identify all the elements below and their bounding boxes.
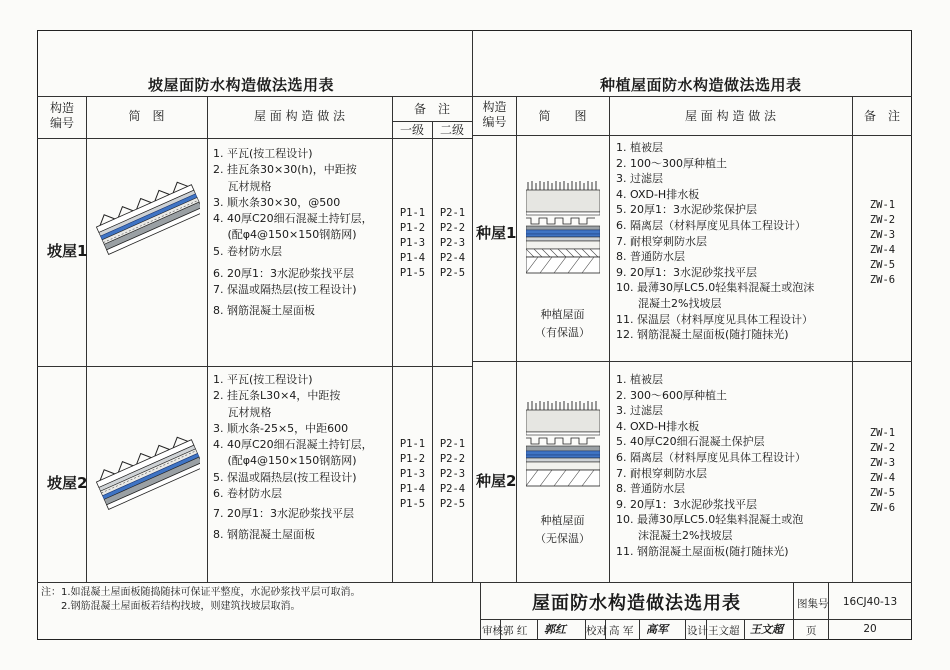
left-col-line-1 [86, 96, 87, 582]
row-steps-zhong1: 1. 植被层 2. 100～300厚种植土 3. 过滤层 4. OXD-H排水板 5. 20厚1：3水泥砂浆保护层 6. 隔离层（材料厚度见具体工程设计） 7. 耐根穿刺防水层 8. 普通防水层 9. 20厚1：3水泥砂浆找平层 10. 最薄30厚LC5.0轻集料混凝土或泡沫 混凝土2%找坡层 11. 保温层（材料厚度见具体工程设计） 12. 钢筋混凝土屋面板(随打随抹光) [616, 141, 815, 342]
title-block-title: 屋面防水构造做法选用表 [532, 593, 741, 614]
roof-section-diagram-1 [96, 175, 200, 255]
row-level1-po2: P1-1 P1-2 P1-3 P1-4 P1-5 [399, 438, 426, 510]
left-header-code: 构造 编号 [49, 101, 74, 130]
designer-name: 王文超 [708, 625, 740, 637]
row-code-zhong1: 种屋1 [476, 224, 517, 242]
proofreader-signature: 高军 [646, 623, 668, 636]
green-roof-diagram-1 [526, 180, 600, 292]
right-header-diagram: 简 图 [538, 109, 587, 123]
row-level2-po2: P2-1 P2-2 P2-3 P2-4 P2-5 [439, 438, 466, 510]
right-table-title: 种植屋面防水构造做法选用表 [600, 76, 802, 94]
row-steps-po2: 1. 平瓦(按工程设计) 2. 挂瓦条L30×4，中距按 瓦材规格 3. 顺水条-25×5，中距600 4. 40厚C20细石混凝土持钉层， (配φ4@150×150钢筋网) 5. 保温或隔热层(按工程设计) 6. 卷材防水层 7. 20厚1：3水泥砂浆找平层 8. 钢筋混凝土屋面板 [213, 373, 373, 541]
row-level2-po1: P2-1 P2-2 P2-3 P2-4 P2-5 [439, 207, 466, 279]
left-header-bottom-line [37, 138, 472, 139]
row-level1-po1: P1-1 P1-2 P1-3 P1-4 P1-5 [399, 207, 426, 279]
reviewer-name: 郭 红 [503, 625, 528, 637]
caption-zhong1: 种植屋面 （有保温） [535, 308, 590, 339]
left-header-diagram: 简 图 [128, 109, 165, 123]
row-remarks-zhong2: ZW-1 ZW-2 ZW-3 ZW-4 ZW-5 ZW-6 [869, 427, 896, 514]
page-number: 20 [863, 623, 877, 635]
left-col-line-2 [207, 96, 208, 582]
tb-line-atlas [793, 582, 794, 640]
left-header-level2: 二级 [439, 123, 464, 137]
left-table-title: 坡屋面防水构造做法选用表 [148, 76, 335, 94]
review-label: 审核 [482, 625, 503, 637]
title-block-mid-line [480, 619, 912, 620]
right-header-code: 构造 编号 [482, 100, 507, 129]
proof-label: 校对 [586, 625, 607, 637]
row-remarks-zhong1: ZW-1 ZW-2 ZW-3 ZW-4 ZW-5 ZW-6 [869, 199, 896, 286]
reviewer-signature: 郭红 [544, 623, 566, 636]
left-header-remark: 备 注 [413, 102, 450, 116]
right-header-method: 屋 面 构 造 做 法 [684, 109, 777, 123]
left-header-method: 屋 面 构 造 做 法 [253, 109, 346, 123]
tb-cell-line-5 [639, 619, 640, 640]
caption-zhong2: 种植屋面 （无保温） [535, 514, 590, 545]
left-row-divider [37, 366, 472, 367]
roof-section-diagram-2 [96, 430, 200, 510]
left-col-line-4 [432, 121, 433, 582]
design-label: 设计 [687, 625, 708, 637]
row-code-po1: 坡屋1 [47, 242, 88, 260]
right-header-remark: 备 注 [863, 109, 900, 123]
row-code-po2: 坡屋2 [47, 474, 88, 492]
proofreader-name: 高 军 [609, 625, 634, 637]
designer-signature: 王文超 [750, 623, 783, 636]
left-header-level1: 一级 [399, 123, 424, 137]
header-top-line [37, 96, 912, 97]
row-steps-po1: 1. 平瓦(按工程设计) 2. 挂瓦条30×30(h)，中距按 瓦材规格 3. 顺水条30×30，@500 4. 40厚C20细石混凝土持钉层， (配φ4@150×150钢筋网) 5. 卷材防水层 6. 20厚1：3水泥砂浆找平层 7. 保温或隔热层(按工程设计) 8. 钢筋混凝土屋面板 [213, 147, 373, 317]
atlas-label: 图集号 [797, 598, 829, 610]
atlas-number: 16CJ40-13 [842, 596, 898, 608]
row-code-zhong2: 种屋2 [476, 472, 517, 490]
row-steps-zhong2: 1. 植被层 2. 300～600厚种植土 3. 过滤层 4. OXD-H排水板 5. 40厚C20细石混凝土保护层 6. 隔离层（材料厚度见具体工程设计） 7. 耐根穿刺防水层 8. 普通防水层 9. 20厚1：3水泥砂浆找平层 10. 最薄30厚LC5.0轻集料混凝土或泡 沫混凝土2%找坡层 11. 钢筋混凝土屋面板(随打随抹光) [616, 373, 806, 558]
page-label: 页 [806, 625, 817, 637]
tb-cell-line-6 [685, 619, 686, 640]
right-row-divider [472, 361, 912, 362]
tb-cell-line-2 [537, 619, 538, 640]
right-col-line-2 [609, 96, 610, 582]
body-bottom-line [37, 582, 912, 583]
right-header-bottom-line [472, 135, 912, 136]
tb-cell-line-8 [744, 619, 745, 640]
notes: 注：1.如混凝土屋面板随捣随抹可保证平整度，水泥砂浆找平层可取消。 2.钢筋混凝土屋面板若结构找坡，则建筑找坡层取消。 [41, 587, 361, 612]
green-roof-diagram-2 [526, 400, 600, 500]
